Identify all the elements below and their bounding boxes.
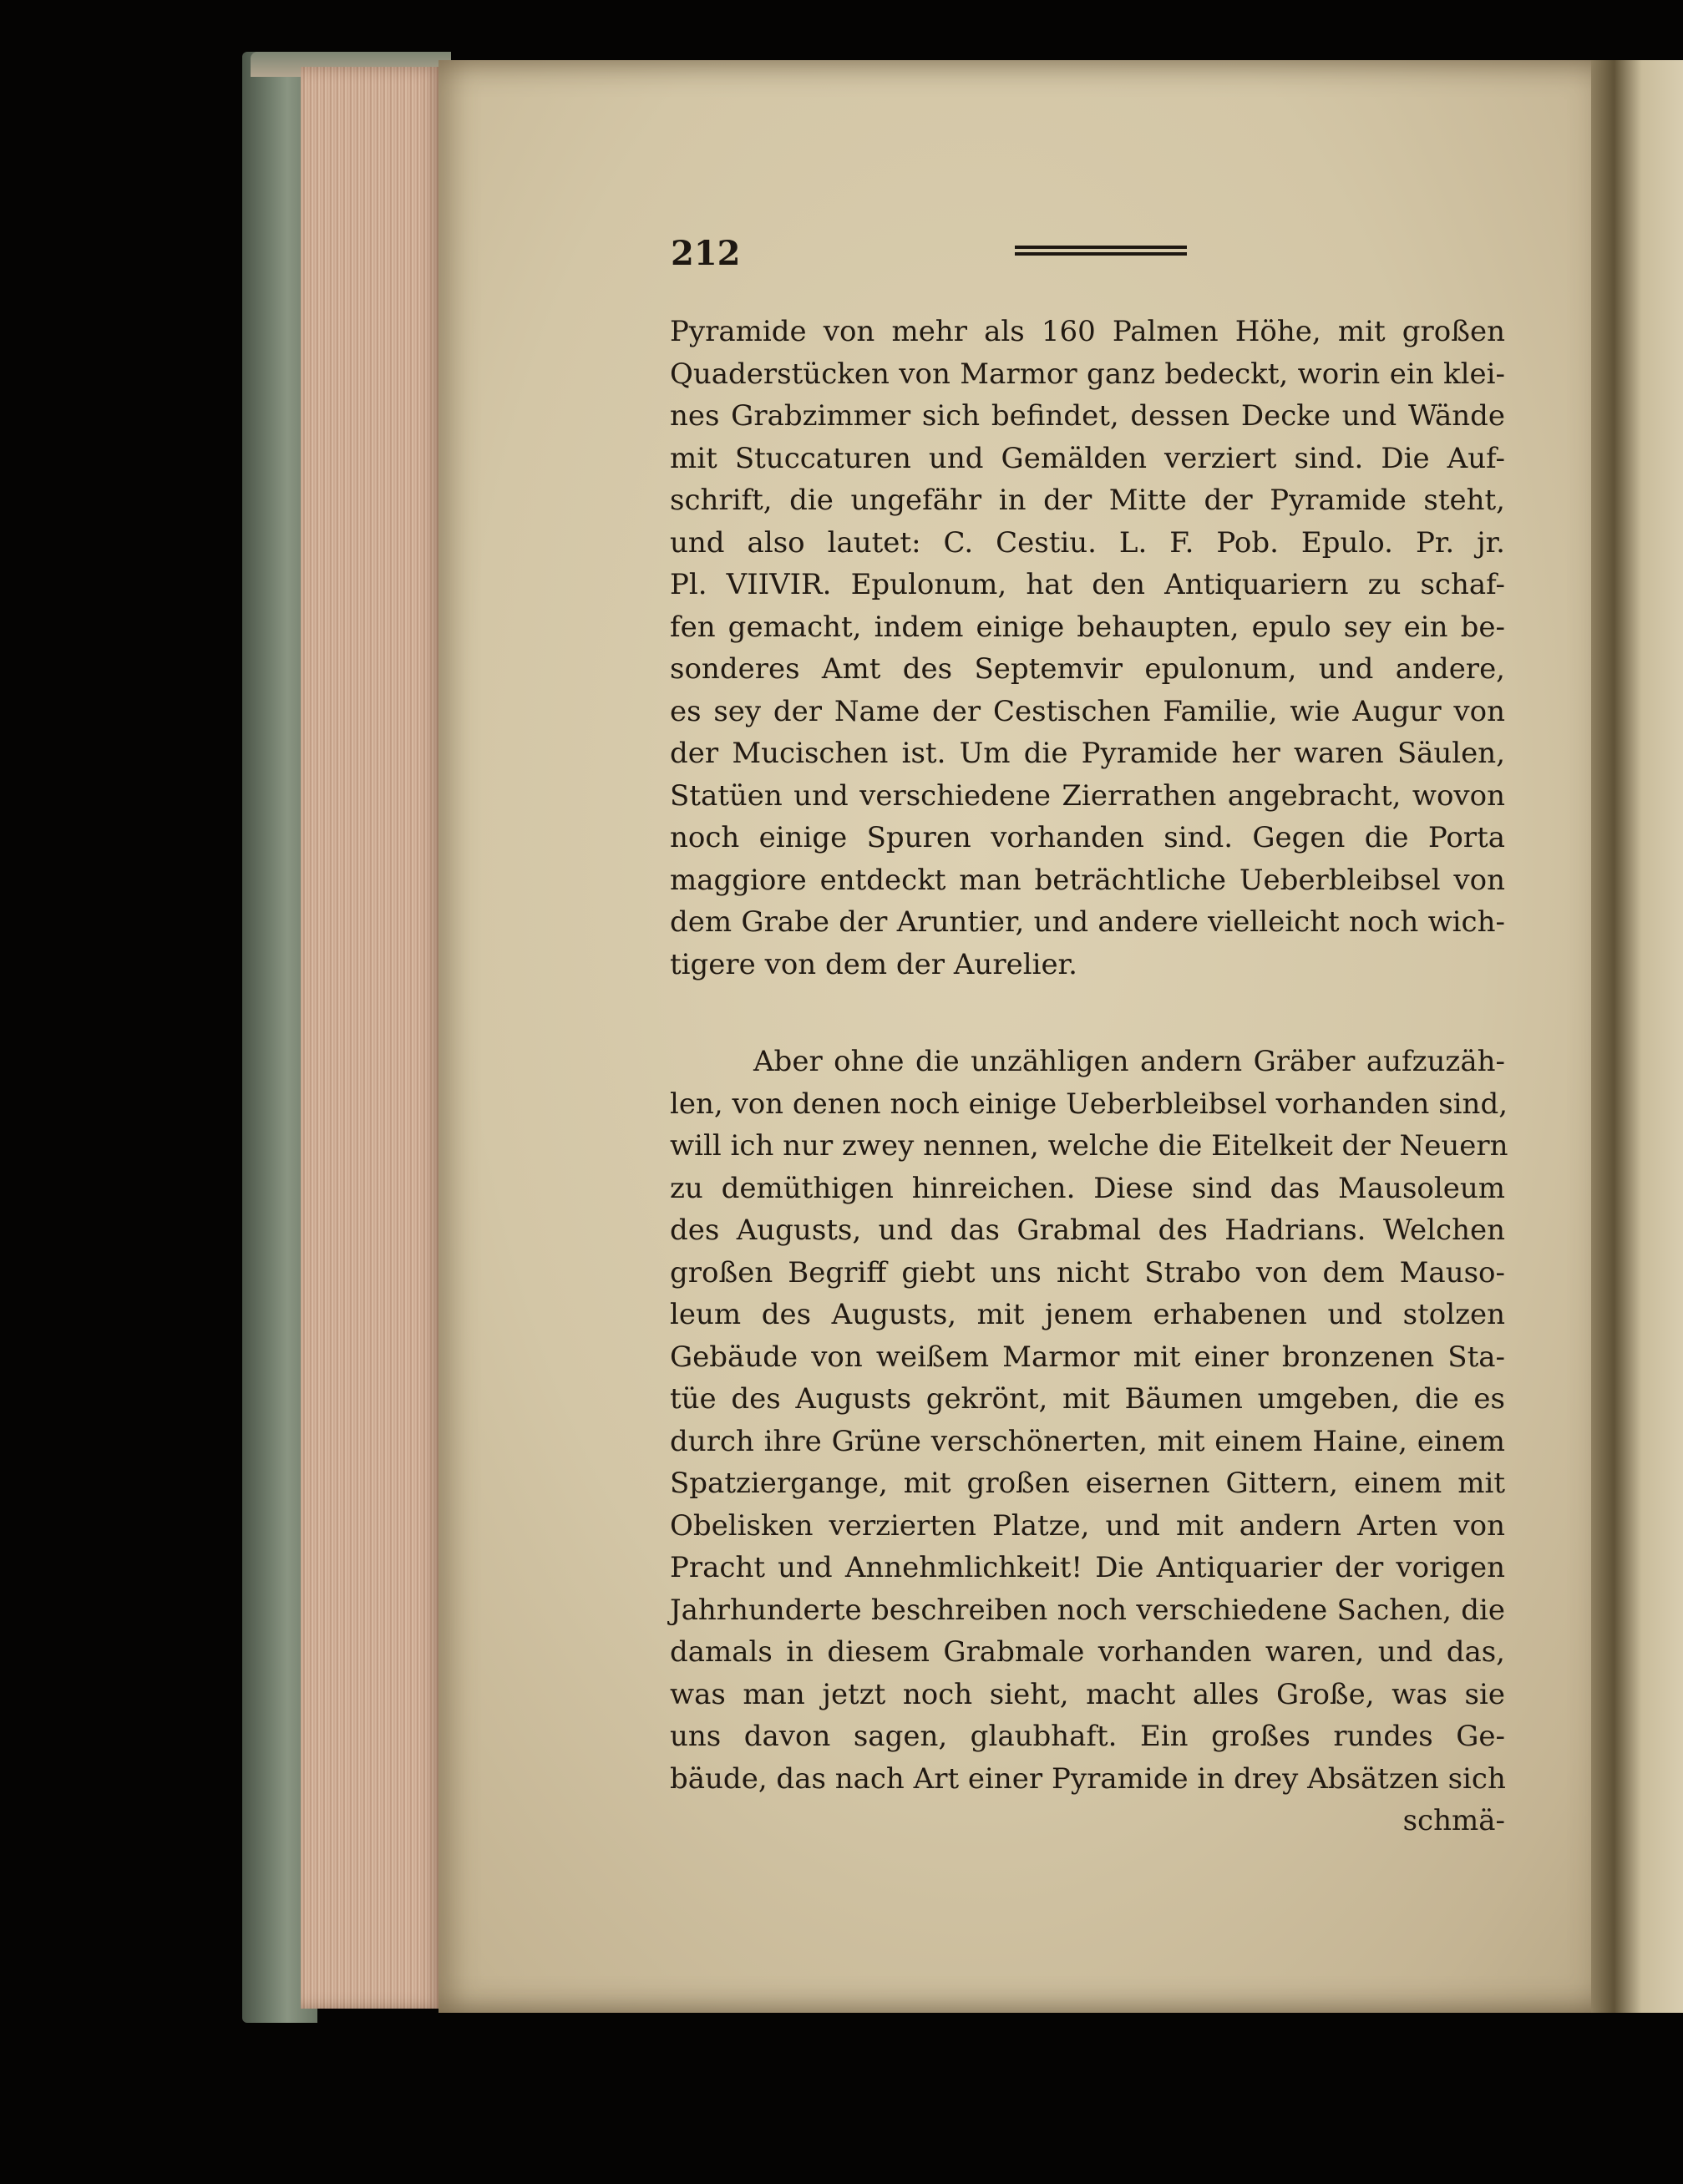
text-line: Obelisken verzierten Platze, und mit andern Arten von: [670, 1508, 1505, 1543]
paragraph-gap: [670, 986, 1505, 1041]
text-line: nes Grabzimmer sich befindet, dessen Decke und Wände: [670, 399, 1505, 433]
text-line: Pracht und Annehmlichkeit! Die Antiquarier der vorigen: [670, 1551, 1505, 1584]
text-line: großen Begriff giebt uns nicht Strabo von dem Mauso-: [670, 1255, 1505, 1290]
text-line: und also lautet: C. Cestiu. L. F. Pob. Epulo. Pr. jr.: [670, 525, 1505, 560]
text-line: was man jetzt noch sieht, macht alles Große, was sie: [670, 1677, 1505, 1711]
text-line: Pl. VIIVIR. Epulonum, hat den Antiquariern zu schaf-: [670, 568, 1505, 601]
text-line: Quaderstücken von Marmor ganz bedeckt, worin ein klei-: [670, 357, 1505, 391]
text-line: Gebäude von weißem Marmor mit einer bronzenen Sta-: [670, 1340, 1505, 1374]
text-line: len, von denen noch einige Ueberbleibsel vorhanden sind,: [670, 1087, 1508, 1121]
text-line: tüe des Augusts gekrönt, mit Bäumen umgeben, die es: [670, 1382, 1505, 1416]
text-line: maggiore entdeckt man beträchtliche Ueberbleibsel von: [670, 863, 1505, 897]
text-line: schrift, die ungefähr in der Mitte der Pyramide steht,: [670, 484, 1505, 517]
page-gutter: [1591, 60, 1683, 2013]
text-line: tigere von dem der Aurelier.: [670, 947, 1077, 981]
text-line: Pyramide von mehr als 160 Palmen Höhe, mit großen: [670, 315, 1505, 348]
text-line: Aber ohne die unzähligen andern Gräber aufzuzäh-: [753, 1045, 1505, 1078]
paragraph-1: [670, 311, 1505, 986]
text-line: noch einige Spuren vorhanden sind. Gegen die Porta: [670, 821, 1505, 854]
page-block-edges: [301, 67, 443, 2009]
text-line: damals in diesem Grabmale vorhanden waren, und das,: [670, 1635, 1505, 1669]
page-header: [671, 234, 1189, 284]
catchword: schmä-: [1402, 1804, 1505, 1837]
text-line: sonderes Amt des Septemvir epulonum, und andere,: [670, 652, 1505, 686]
text-line: dem Grabe der Aruntier, und andere vielleicht noch wich-: [670, 905, 1505, 939]
text-line: der Mucischen ist. Um die Pyramide her waren Säulen,: [670, 737, 1505, 770]
paragraph-2: [670, 1041, 1508, 1800]
text-line: Spatziergange, mit großen eisernen Gittern, einem mit: [670, 1467, 1505, 1500]
text-line: Jahrhunderte beschreiben noch verschiedene Sachen, die: [670, 1593, 1505, 1627]
text-line: durch ihre Grüne verschönerten, mit einem Haine, einem: [670, 1424, 1505, 1458]
text-line: leum des Augusts, mit jenem erhabenen und stolzen: [670, 1298, 1505, 1331]
text-line: Statüen und verschiedene Zierrathen angebracht, wovon: [670, 778, 1505, 813]
text-line: fen gemacht, indem einige behaupten, epulo sey ein be-: [670, 610, 1505, 644]
text-line: es sey der Name der Cestischen Familie, wie Augur von: [670, 694, 1505, 728]
header-double-rule: [1015, 246, 1187, 249]
text-line: mit Stuccaturen und Gemälden verziert sind. Die Auf-: [670, 441, 1505, 475]
text-line: will ich nur zwey nennen, welche die Eitelkeit der Neuern: [670, 1129, 1508, 1163]
text-line: zu demüthigen hinreichen. Diese sind das Mausoleum: [670, 1171, 1505, 1205]
text-line: uns davon sagen, glaubhaft. Ein großes rundes Ge-: [670, 1720, 1505, 1753]
text-line: des Augusts, und das Grabmal des Hadrians. Welchen: [670, 1214, 1505, 1247]
page-text: [670, 311, 1508, 1842]
page-number: 212: [671, 234, 741, 273]
text-line: bäude, das nach Art einer Pyramide in drey Absätzen sich: [670, 1761, 1506, 1796]
